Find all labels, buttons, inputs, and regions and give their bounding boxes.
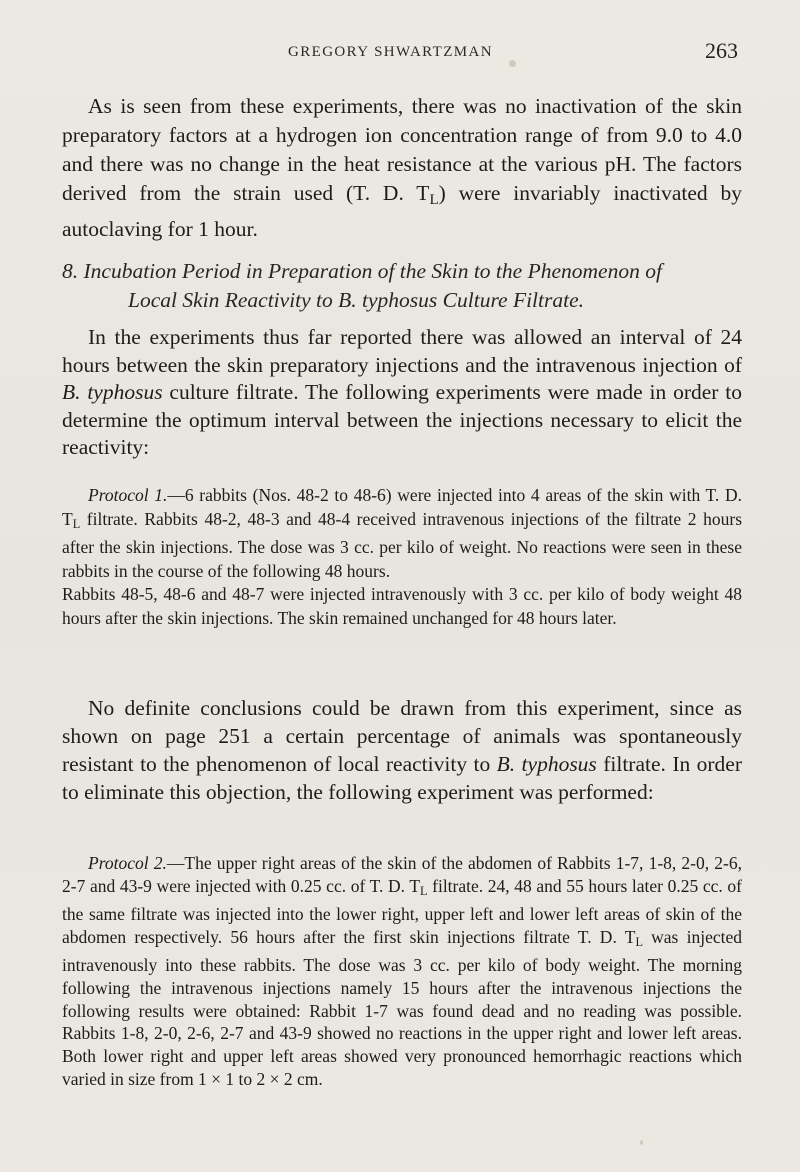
protocol-1-label: Protocol 1. (88, 485, 168, 505)
protocol-2-label: Protocol 2. (88, 853, 167, 873)
protocol-1: Protocol 1.—6 rabbits (Nos. 48-2 to 48-6) were injected into 4 areas of the skin with T. D. $T_L$ filtrate. Rabbits 48-2, 48-3 and 48-4 received intravenous injections of the filtrate 2 hours after the skin injections. The dose was 3 cc. per kilo of weight. No reactions were seen in these rabbits in the course of the following 48 hours. Rabbits 48-5, 48-6 and 48-7 were injected intravenously with 3 cc. per kilo of body weight 48 hours after the skin injections. The skin remained unchanged for 48 hours later. (62, 485, 742, 628)
paper-speck (640, 1140, 643, 1145)
section-heading-line-2: Local Skin Reactivity to B. typhosus Culture Filtrate. (128, 288, 585, 312)
section-heading (62, 257, 752, 315)
ink-blot (509, 60, 516, 67)
paragraph-no-conclusions: No definite conclusions could be drawn from this experiment, since as shown on page 251 a certain percentage of animals was spontaneously resistant to the phenomenon of local reactivity to B. typhosus filtrate. In order to eliminate this objection, the following experiment was performed: (62, 696, 743, 804)
section-heading-line-1: 8. Incubation Period in Preparation of the Skin to the Phenomenon of (62, 259, 662, 283)
protocol-2: Protocol 2.—The upper right areas of the skin of the abdomen of Rabbits 1-7, 1-8, 2-0, 2-6, 2-7 and 43-9 were injected with 0.25 cc. of T. D. $T_L$ filtrate. 24, 48 and 55 hours later 0.25 cc. of the same filtrate was injected into the lower right, upper left and lower left areas of skin of the abdomen respectively. 56 hours after the first skin injections filtrate T. D. $T_L$ was injected intravenously into these rabbits. The dose was 3 cc. per kilo of body weight. The morning following the intravenous injections namely 15 hours after the intravenous injections the following results were obtained: Rabbit 1-7 was found dead and no reading was possible. Rabbits 1-8, 2-0, 2-6, 2-7 and 43-9 showed no reactions in the upper right and lower left areas. Both lower right and upper left areas showed very pronounced hemorrhagic reactions which varied in size from 1 × 1 to 2 × 2 cm. (62, 853, 743, 1090)
running-head: GREGORY SHWARTZMAN (288, 44, 494, 60)
paragraph-heat-resistance: As is seen from these experiments, there was no inactivation of the skin preparatory factors at a hydrogen ion concentration range of from 9.0 to 4.0 and there was no change in the heat resistance at the various pH. The factors derived from the strain used (T. D. $T_L$) were invariably inactivated by autoclaving for 1 hour. (62, 94, 742, 241)
page-number: 263 (705, 38, 738, 63)
paragraph-incubation-intro: In the experiments thus far reported there was allowed an interval of 24 hours between the skin preparatory injections and the intravenous injection of B. typhosus culture filtrate. The following experiments were made in order to determine the optimum interval between the injections necessary to elicit the reactivity: (62, 325, 742, 459)
